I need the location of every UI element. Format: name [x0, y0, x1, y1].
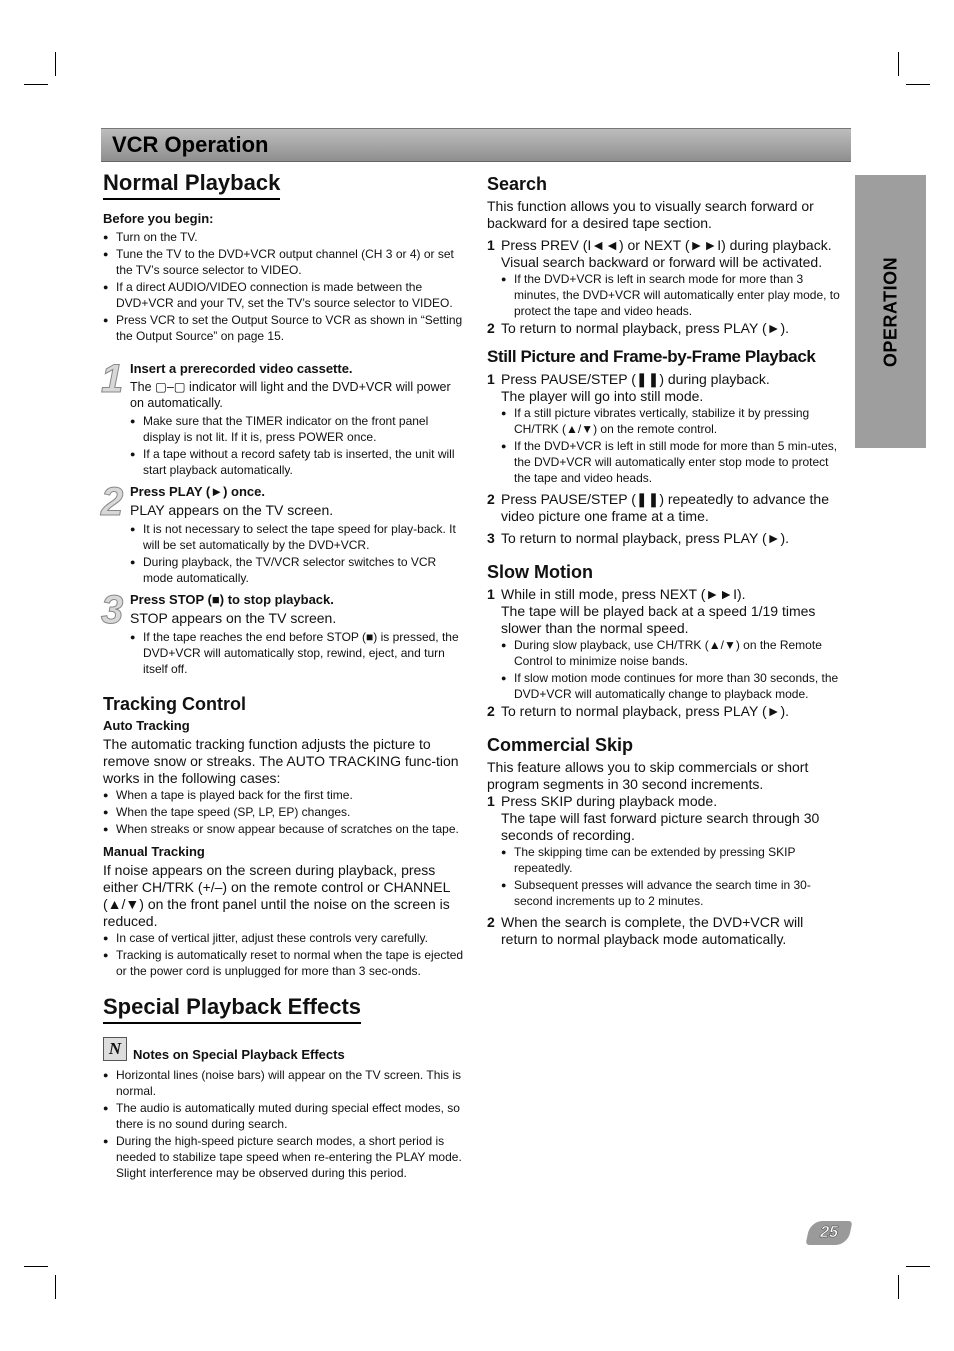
- note-block: [103, 1039, 465, 1063]
- step-2: [101, 480, 465, 586]
- left-column: [103, 170, 465, 1182]
- section-banner: [101, 128, 851, 162]
- step-1: [101, 357, 465, 478]
- manual-tracking-text: If noise appears on the screen during playback, press either CH/TRK (+/–) on the remote control or CHANNEL (▲/▼) on the front panel until the noise on the screen is reduced.: [103, 862, 450, 929]
- search-step-2: 2 To return to normal playback, press PLAY (►).: [487, 320, 790, 336]
- step-title: Press STOP (■) to stop playback.: [130, 592, 334, 607]
- still-step-1-detail: The player will go into still mode.: [501, 388, 704, 404]
- search-step-1: 1 Press PREV (I◄◄) or NEXT (►►I) during playback.: [487, 237, 832, 253]
- slow-step-1-detail: The tape will be played back at a speed 1/19 times slower than the normal speed.: [501, 603, 816, 636]
- list-item: ● Horizontal lines (noise bars) will appear on the TV screen. This is normal.: [103, 1067, 465, 1099]
- still-step-2: 2 Press PAUSE/STEP (❚❚) repeatedly to advance the video picture one frame at a time.: [487, 491, 829, 524]
- crop-mark: [906, 1266, 930, 1267]
- list-item: ● Press VCR to set the Output Source to VCR as shown in “Setting the Output Source” on page 15.: [103, 312, 465, 344]
- crop-mark: [24, 1266, 48, 1267]
- auto-tracking-text: The automatic tracking function adjusts the picture to remove snow or streaks. The AUTO TRACKING func-tion works in the following cases:: [103, 736, 459, 786]
- note-icon: N: [103, 1037, 127, 1061]
- list-item: ● When the tape speed (SP, LP, EP) changes.: [103, 804, 465, 820]
- list-item: ● Tracking is automatically reset to normal when the tape is ejected or the power cord is unplugged for more than 3 sec-onds.: [103, 947, 465, 979]
- crop-mark: [55, 1275, 56, 1299]
- skip-heading: Commercial Skip: [487, 735, 634, 755]
- step-3: [101, 588, 465, 677]
- step-text: STOP appears on the TV screen.: [130, 610, 337, 626]
- search-step-1-detail: Visual search backward or forward will be activated.: [501, 254, 823, 270]
- right-column: [487, 173, 843, 948]
- list-item: ● When streaks or snow appear because of scratches on the tape.: [103, 821, 465, 837]
- side-tab: [855, 175, 926, 448]
- list-item: ● The skipping time can be extended by pressing SKIP repeatedly.: [501, 844, 843, 876]
- step-text: PLAY appears on the TV screen.: [130, 502, 334, 518]
- manual-tracking-heading: Manual Tracking: [103, 844, 205, 859]
- step-number: 2: [101, 480, 124, 524]
- tracking-heading: Tracking Control: [103, 694, 247, 714]
- skip-step-1-detail: The tape will fast forward picture search through 30 seconds of recording.: [501, 810, 820, 843]
- list-item: ● Tune the TV to the DVD+VCR output channel (CH 3 or 4) or set the TV’s source selector to VIDEO.: [103, 246, 465, 278]
- skip-step-2: 2 When the search is complete, the DVD+VCR will return to normal playback mode automatically.: [487, 914, 804, 947]
- list-item: ● Turn on the TV.: [103, 229, 465, 245]
- step-title: Insert a prerecorded video cassette.: [130, 361, 353, 376]
- still-step-1: 1 Press PAUSE/STEP (❚❚) during playback.: [487, 371, 770, 387]
- still-heading: Still Picture and Frame-by-Frame Playback: [487, 347, 816, 366]
- side-tab-label: OPERATION: [880, 256, 900, 367]
- step-title: Press PLAY (►) once.: [130, 484, 265, 499]
- list-item: ● Make sure that the TIMER indicator on the front panel display is not lit. If it is, press POWER once.: [130, 413, 465, 445]
- banner-title: VCR Operation: [112, 132, 269, 157]
- list-item: ● Subsequent presses will advance the search time in 30-second increments up to 2 minutes.: [501, 877, 843, 909]
- step-number: 1: [101, 357, 124, 401]
- list-item: ● If a still picture vibrates vertically, stabilize it by pressing CH/TRK (▲/▼) on the remote control.: [501, 405, 843, 437]
- search-heading: Search: [487, 174, 548, 194]
- list-item: ● If the tape reaches the end before STOP (■) is pressed, the DVD+VCR will automatically stop, rewind, eject, and turn itself off.: [130, 629, 465, 677]
- list-item: ● During the high-speed picture search modes, a short period is needed to stabilize tape speed when re-entering the PLAY mode. Slight interference may be observed during this period.: [103, 1133, 465, 1181]
- skip-step-1: 1 Press SKIP during playback mode.: [487, 793, 718, 809]
- search-intro: This function allows you to visually search forward or backward for a desired tape section.: [487, 198, 814, 231]
- list-item: ● The audio is automatically muted during special effect modes, so there is no sound during search.: [103, 1100, 465, 1132]
- before-list: [103, 229, 465, 344]
- slow-step-1: 1 While in still mode, press NEXT (►►I).: [487, 586, 746, 602]
- list-item: ● If the DVD+VCR is left in search mode for more than 3 minutes, the DVD+VCR will automatically enter play mode, to protect the tape and video heads.: [501, 271, 843, 319]
- note-heading: Notes on Special Playback Effects: [133, 1047, 345, 1062]
- normal-playback-heading: Normal Playback: [103, 170, 280, 200]
- list-item: ● If the DVD+VCR is left in still mode for more than 5 min-utes, the DVD+VCR will automatically enter stop mode to protect the tape and video heads.: [501, 438, 843, 486]
- list-item: ● If a direct AUDIO/VIDEO connection is made between the DVD+VCR and your TV, set the TV’s source selector to VIDEO.: [103, 279, 465, 311]
- step-number: 3: [101, 588, 124, 632]
- crop-mark: [24, 84, 48, 85]
- page-number: 25: [805, 1221, 852, 1245]
- crop-mark: [906, 84, 930, 85]
- step-text: The ▢–▢ indicator will light and the DVD+VCR will power on automatically.: [130, 380, 451, 410]
- crop-mark: [55, 52, 56, 76]
- list-item: ● In case of vertical jitter, adjust these controls very carefully.: [103, 930, 465, 946]
- list-item: ● During playback, the TV/VCR selector switches to VCR mode automatically.: [130, 554, 465, 586]
- slow-step-2: 2 To return to normal playback, press PLAY (►).: [487, 703, 790, 719]
- list-item: ● If slow motion mode continues for more than 30 seconds, the DVD+VCR will automatically change to playback mode.: [501, 670, 843, 702]
- list-item: ● If a tape without a record safety tab is inserted, the unit will start playback automatically.: [130, 446, 465, 478]
- list-item: ● During slow playback, use CH/TRK (▲/▼) on the Remote Control to minimize noise bands.: [501, 637, 843, 669]
- slow-heading: Slow Motion: [487, 562, 593, 582]
- special-effects-heading: Special Playback Effects: [103, 994, 361, 1024]
- auto-tracking-heading: Auto Tracking: [103, 718, 190, 733]
- before-heading: Before you begin:: [103, 211, 214, 226]
- list-item: ● When a tape is played back for the first time.: [103, 787, 465, 803]
- skip-intro: This feature allows you to skip commercials or short program segments in 30 second increments.: [487, 759, 809, 792]
- list-item: ● It is not necessary to select the tape speed for play-back. It will be set automatically by the DVD+VCR.: [130, 521, 465, 553]
- still-step-3: 3 To return to normal playback, press PLAY (►).: [487, 530, 790, 546]
- crop-mark: [898, 52, 899, 76]
- crop-mark: [898, 1275, 899, 1299]
